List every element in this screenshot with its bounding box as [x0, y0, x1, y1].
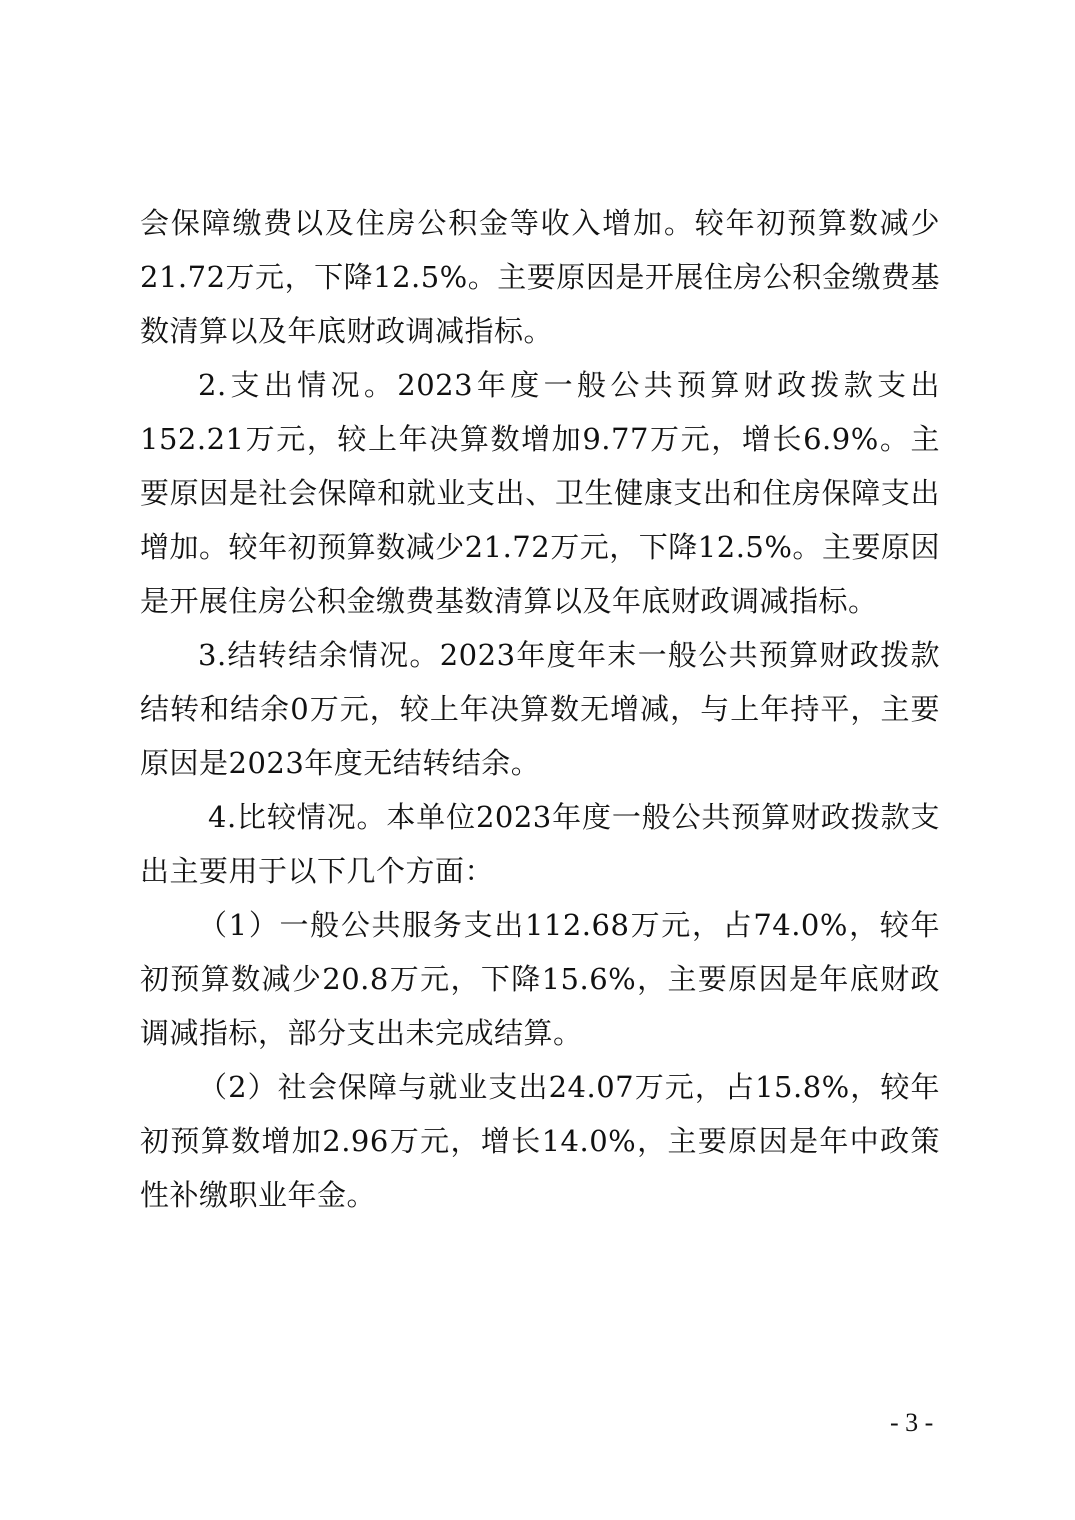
- paragraph-income-continuation: 会保障缴费以及住房公积金等收入增加。较年初预算数减少21.72万元，下降12.5%。主要原因是开展住房公积金缴费基数清算以及年底财政调减指标。: [140, 206, 940, 348]
- page-number: - 3 -: [890, 1408, 934, 1437]
- paragraph-item-1: （1）一般公共服务支出112.68万元，占74.0%，较年初预算数减少20.8万元，下降15.6%，主要原因是年底财政调减指标，部分支出未完成结算。: [140, 908, 940, 1050]
- paragraph-carryover: 3.结转结余情况。2023年度年末一般公共预算财政拨款结转和结余0万元，较上年决算数无增减，与上年持平，主要原因是2023年度无结转结余。: [140, 638, 940, 780]
- paragraph-item-2: （2）社会保障与就业支出24.07万元，占15.8%，较年初预算数增加2.96万元，增长14.0%，主要原因是年中政策性补缴职业年金。: [140, 1070, 940, 1212]
- document-body: [140, 196, 940, 1222]
- paragraph-comparison: 4.比较情况。本单位2023年度一般公共预算财政拨款支出主要用于以下几个方面：: [140, 800, 940, 888]
- paragraph-expenditure: 2.支出情况。2023年度一般公共预算财政拨款支出152.21万元，较上年决算数增加9.77万元，增长6.9%。主要原因是社会保障和就业支出、卫生健康支出和住房保障支出增加。较年初预算数减少21.72万元，下降12.5%。主要原因是开展住房公积金缴费基数清算以及年底财政调减指标。: [140, 368, 940, 618]
